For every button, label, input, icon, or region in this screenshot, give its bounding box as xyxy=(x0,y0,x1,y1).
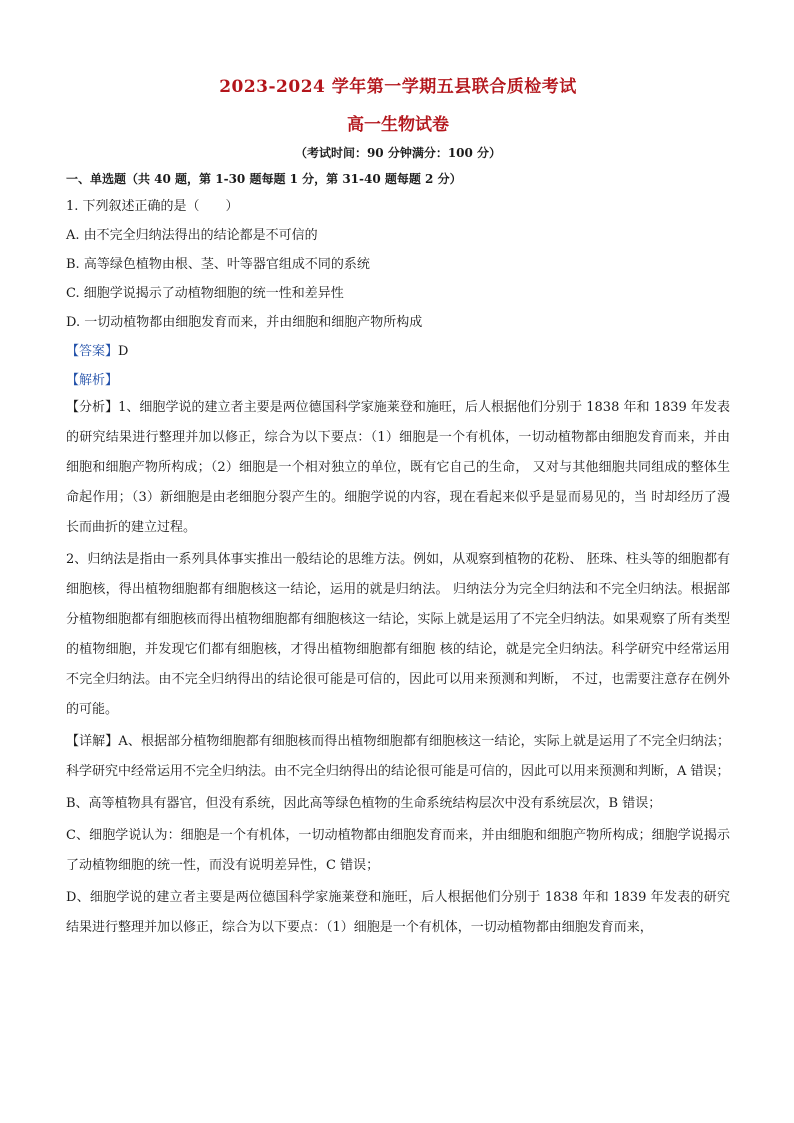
answer-tag: 【答案】 xyxy=(66,344,119,359)
section-heading: 一、单选题（共 40 题，第 1-30 题每题 1 分，第 31-40 题每题 2 分） xyxy=(66,172,462,186)
detail-text-a: A、根据部分植物细胞都有细胞核而得出植物细胞都有细胞核这一结论，实际上就是运用了不完全归纳法；科学研究中经常运用不完全归纳法。由不完全归纳得出的结论很可能是可信的，因此可以用来预测和判断，A 错误； xyxy=(66,734,730,779)
detail-paragraph-d: D、细胞学说的建立者主要是两位德国科学家施莱登和施旺，后人根据他们分别于 1838 年和 1839 年发表的研究结果进行整理并加以修正，综合为以下要点：（1）细胞是一个有机体，一切动植物都由细胞发育而来， xyxy=(66,890,730,935)
answer-line xyxy=(66,342,730,362)
detail-paragraph-b: B、高等植物具有器官，但没有系统，因此高等绿色植物的生命系统结构层次中没有系统层次，B 错误； xyxy=(66,796,662,811)
paper-subject: 高一生物试卷 xyxy=(347,115,449,135)
analysis-sub-tag: 【分析】 xyxy=(66,400,119,415)
question-stem: 1. 下列叙述正确的是（ ） xyxy=(66,199,239,214)
detail-paragraph-a xyxy=(66,727,730,787)
exam-info: （考试时间：90 分钟满分：100 分） xyxy=(294,146,502,160)
analysis-paragraph-2: 2、归纳法是指由一系列具体事实推出一般结论的思维方法。例如，从观察到植物的花粉、 胚珠、柱头等的细胞都有细胞核，得出植物细胞都有细胞核这一结论，运用的就是归纳法。 归纳法分为完全归纳法和不完全归纳法。根据部分植物细胞都有细胞核而得出植物细胞都有细胞核这一结论，实际上就是运用了不完全归纳法。如果观察了所有类型的植物细胞，并发现它们都有细胞核，才得出植物细胞都有细胞 核的结论，就是完全归纳法。科学研究中经常运用不完全归纳法。由不完全归纳得出的结论很可能是可信的，因此可以用来预测和判断， 不过，也需要注意存在例外的可能。 xyxy=(66,552,730,717)
option-d: D. 一切动植物都由细胞发育而来，并由细胞和细胞产物所构成 xyxy=(66,315,423,330)
analysis-tag: 【解析】 xyxy=(66,373,119,388)
option-b: B. 高等绿色植物由根、茎、叶等器官组成不同的系统 xyxy=(66,257,370,272)
answer-value: D xyxy=(118,344,129,359)
option-c: C. 细胞学说揭示了动植物细胞的统一性和差异性 xyxy=(66,286,344,301)
analysis-paragraph-1 xyxy=(66,393,730,543)
option-a: A. 由不完全归纳法得出的结论都是不可信的 xyxy=(66,228,318,243)
detail-paragraph-c: C、细胞学说认为：细胞是一个有机体，一切动植物都由细胞发育而来，并由细胞和细胞产物所构成；细胞学说揭示了动植物细胞的统一性，而没有说明差异性，C 错误； xyxy=(66,828,730,873)
analysis-text-1: 1、细胞学说的建立者主要是两位德国科学家施莱登和施旺，后人根据他们分别于 1838 年和 1839 年发表的研究结果进行整理并加以修正，综合为以下要点：（1）细胞是一个有机体，一切动植物都由细胞发育而来，并由细胞和细胞产物所构成；（2）细胞是一个相对独立的单位，既有它自己的生命， 又对与其他细胞共同组成的整体生命起作用；（3）新细胞是由老细胞分裂产生的。细胞学说的内容，现在看起来似乎是显而易见的，当 时却经历了漫长而曲折的建立过程。 xyxy=(66,400,730,535)
exam-title: 2023-2024 学年第一学期五县联合质检考试 xyxy=(219,77,577,97)
detail-tag: 【详解】 xyxy=(66,734,119,749)
analysis-heading xyxy=(66,371,730,391)
document-page xyxy=(66,60,730,943)
